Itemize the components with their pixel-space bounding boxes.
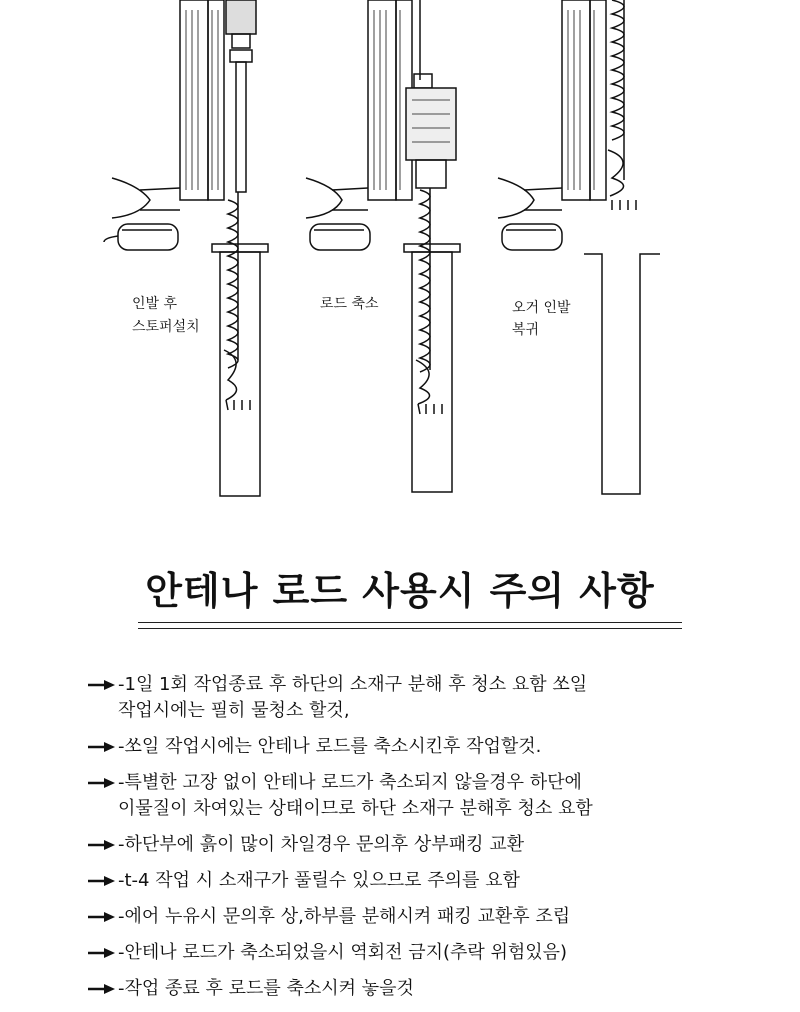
arrow-icon: [88, 983, 116, 995]
arrow-icon: [88, 875, 116, 887]
list-item: [88, 868, 728, 894]
list-item: [88, 734, 728, 760]
list-item: [88, 904, 728, 930]
note-line: -안테나 로드가 축소되었을시 역회전 금지(추락 위험있음): [118, 942, 568, 963]
note-line: 이물질이 차여있는 상태이므로 하단 소재구 분해후 청소 요함: [118, 798, 593, 819]
title-rule-top: [138, 622, 682, 623]
arrow-icon: [88, 911, 116, 923]
panel-3-drill-rig: [498, 0, 660, 494]
arrow-icon: [88, 679, 116, 691]
arrow-icon: [88, 839, 116, 851]
note-line: -작업 종료 후 로드를 축소시켜 놓을것: [118, 978, 414, 999]
caption-3-line-2: 복귀: [512, 322, 540, 338]
note-line: -특별한 고장 없이 안테나 로드가 축소되지 않을경우 하단에: [118, 772, 582, 793]
arrow-icon: [88, 741, 116, 753]
caption-2-line-1: 로드 축소: [320, 296, 379, 312]
list-item: [88, 940, 728, 966]
list-item: [88, 770, 728, 822]
list-item: [88, 976, 728, 1002]
caption-1-line-2: 스토퍼설치: [132, 319, 200, 335]
list-item: [88, 832, 728, 858]
caption-3-line-1: 오거 인발: [512, 300, 571, 316]
note-line: 작업시에는 필히 물청소 할것,: [118, 700, 350, 721]
note-line: -t-4 작업 시 소재구가 풀릴수 있으므로 주의를 요함: [118, 870, 520, 891]
panel-1-drill-rig: [104, 0, 268, 496]
list-item: [88, 672, 728, 724]
arrow-icon: [88, 777, 116, 789]
note-line: -1일 1회 작업종료 후 하단의 소재구 분해 후 청소 요함 쏘일: [118, 674, 588, 695]
page-title: 안테나 로드 사용시 주의 사항: [145, 569, 655, 613]
caution-list: [88, 672, 728, 1012]
arrow-icon: [88, 947, 116, 959]
note-line: -에어 누유시 문의후 상,하부를 분해시켜 패킹 교환후 조립: [118, 906, 571, 927]
panel-2-drill-rig: [306, 0, 460, 492]
title-rule-bottom: [138, 628, 682, 629]
note-line: -쏘일 작업시에는 안테나 로드를 축소시킨후 작업할것.: [118, 736, 542, 757]
caption-1-line-1: 인발 후: [132, 296, 178, 312]
note-line: -하단부에 흙이 많이 차일경우 문의후 상부패킹 교환: [118, 834, 524, 855]
